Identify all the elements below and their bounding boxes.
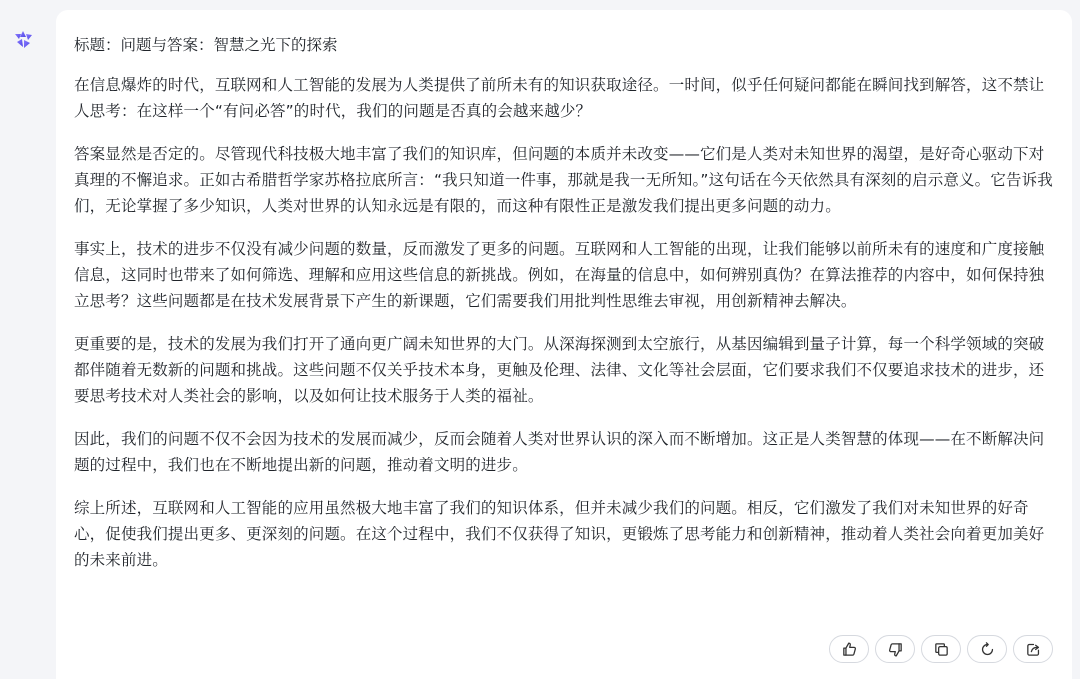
thumbs-up-icon [841, 641, 858, 658]
message-paragraph: 在信息爆炸的时代，互联网和人工智能的发展为人类提供了前所未有的知识获取途径。一时间，似乎任何疑问都能在瞬间找到解答，这不禁让人思考：在这样一个“有问必答”的时代，我们的问题是否真的会越来越少？ [74, 76, 1045, 120]
share-button[interactable] [1013, 635, 1053, 663]
message-paragraph: 综上所述，互联网和人工智能的应用虽然极大地丰富了我们的知识体系，但并未减少我们的问题。相反，它们激发了我们对未知世界的好奇心，促使我们提出更多、更深刻的问题。在这个过程中，我们不仅获得了知识，更锻炼了思考能力和创新精神，推动着人类社会向着更加美好的未来前进。 [74, 499, 1045, 569]
thumbs-up-button[interactable] [829, 635, 869, 663]
regenerate-icon [979, 641, 996, 658]
regenerate-button[interactable] [967, 635, 1007, 663]
message-paragraph: 答案显然是否定的。尽管现代科技极大地丰富了我们的知识库，但问题的本质并未改变——它们是人类对未知世界的渴望，是好奇心驱动下对真理的不懈追求。正如古希腊哲学家苏格拉底所言：“我只知道一件事，那就是我一无所知。”这句话在今天依然具有深刻的启示意义。它告诉我们，无论掌握了多少知识，人类对世界的认知永远是有限的，而这种有限性正是激发我们提出更多问题的动力。 [74, 145, 1053, 215]
message-paragraph: 事实上，技术的进步不仅没有减少问题的数量，反而激发了更多的问题。互联网和人工智能的出现，让我们能够以前所未有的速度和广度接触信息，这同时也带来了如何筛选、理解和应用这些信息的新挑战。例如，在海量的信息中，如何辨别真伪？在算法推荐的内容中，如何保持独立思考？这些问题都是在技术发展背景下产生的新课题，它们需要我们用批判性思维去审视，用创新精神去解决。 [74, 240, 1045, 310]
assistant-message-card [56, 10, 1072, 679]
copy-icon [933, 641, 950, 658]
message-content [74, 32, 1054, 573]
thumbs-down-button[interactable] [875, 635, 915, 663]
message-paragraph: 因此，我们的问题不仅不会因为技术的发展而减少，反而会随着人类对世界认识的深入而不断增加。这正是人类智慧的体现——在不断解决问题的过程中，我们也在不断地提出新的问题，推动着文明的进步。 [74, 430, 1045, 474]
assistant-avatar [11, 28, 35, 52]
message-actions [829, 635, 1053, 663]
copy-button[interactable] [921, 635, 961, 663]
assistant-logo-icon [11, 28, 35, 52]
message-title: 标题：问题与答案：智慧之光下的探索 [74, 36, 338, 54]
message-paragraph: 更重要的是，技术的发展为我们打开了通向更广阔未知世界的大门。从深海探测到太空旅行，从基因编辑到量子计算，每一个科学领域的突破都伴随着无数新的问题和挑战。这些问题不仅关乎技术本身，更触及伦理、法律、文化等社会层面，它们要求我们不仅要追求技术的进步，还要思考技术对人类社会的影响，以及如何让技术服务于人类的福祉。 [74, 335, 1045, 405]
share-icon [1025, 641, 1042, 658]
thumbs-down-icon [887, 641, 904, 658]
